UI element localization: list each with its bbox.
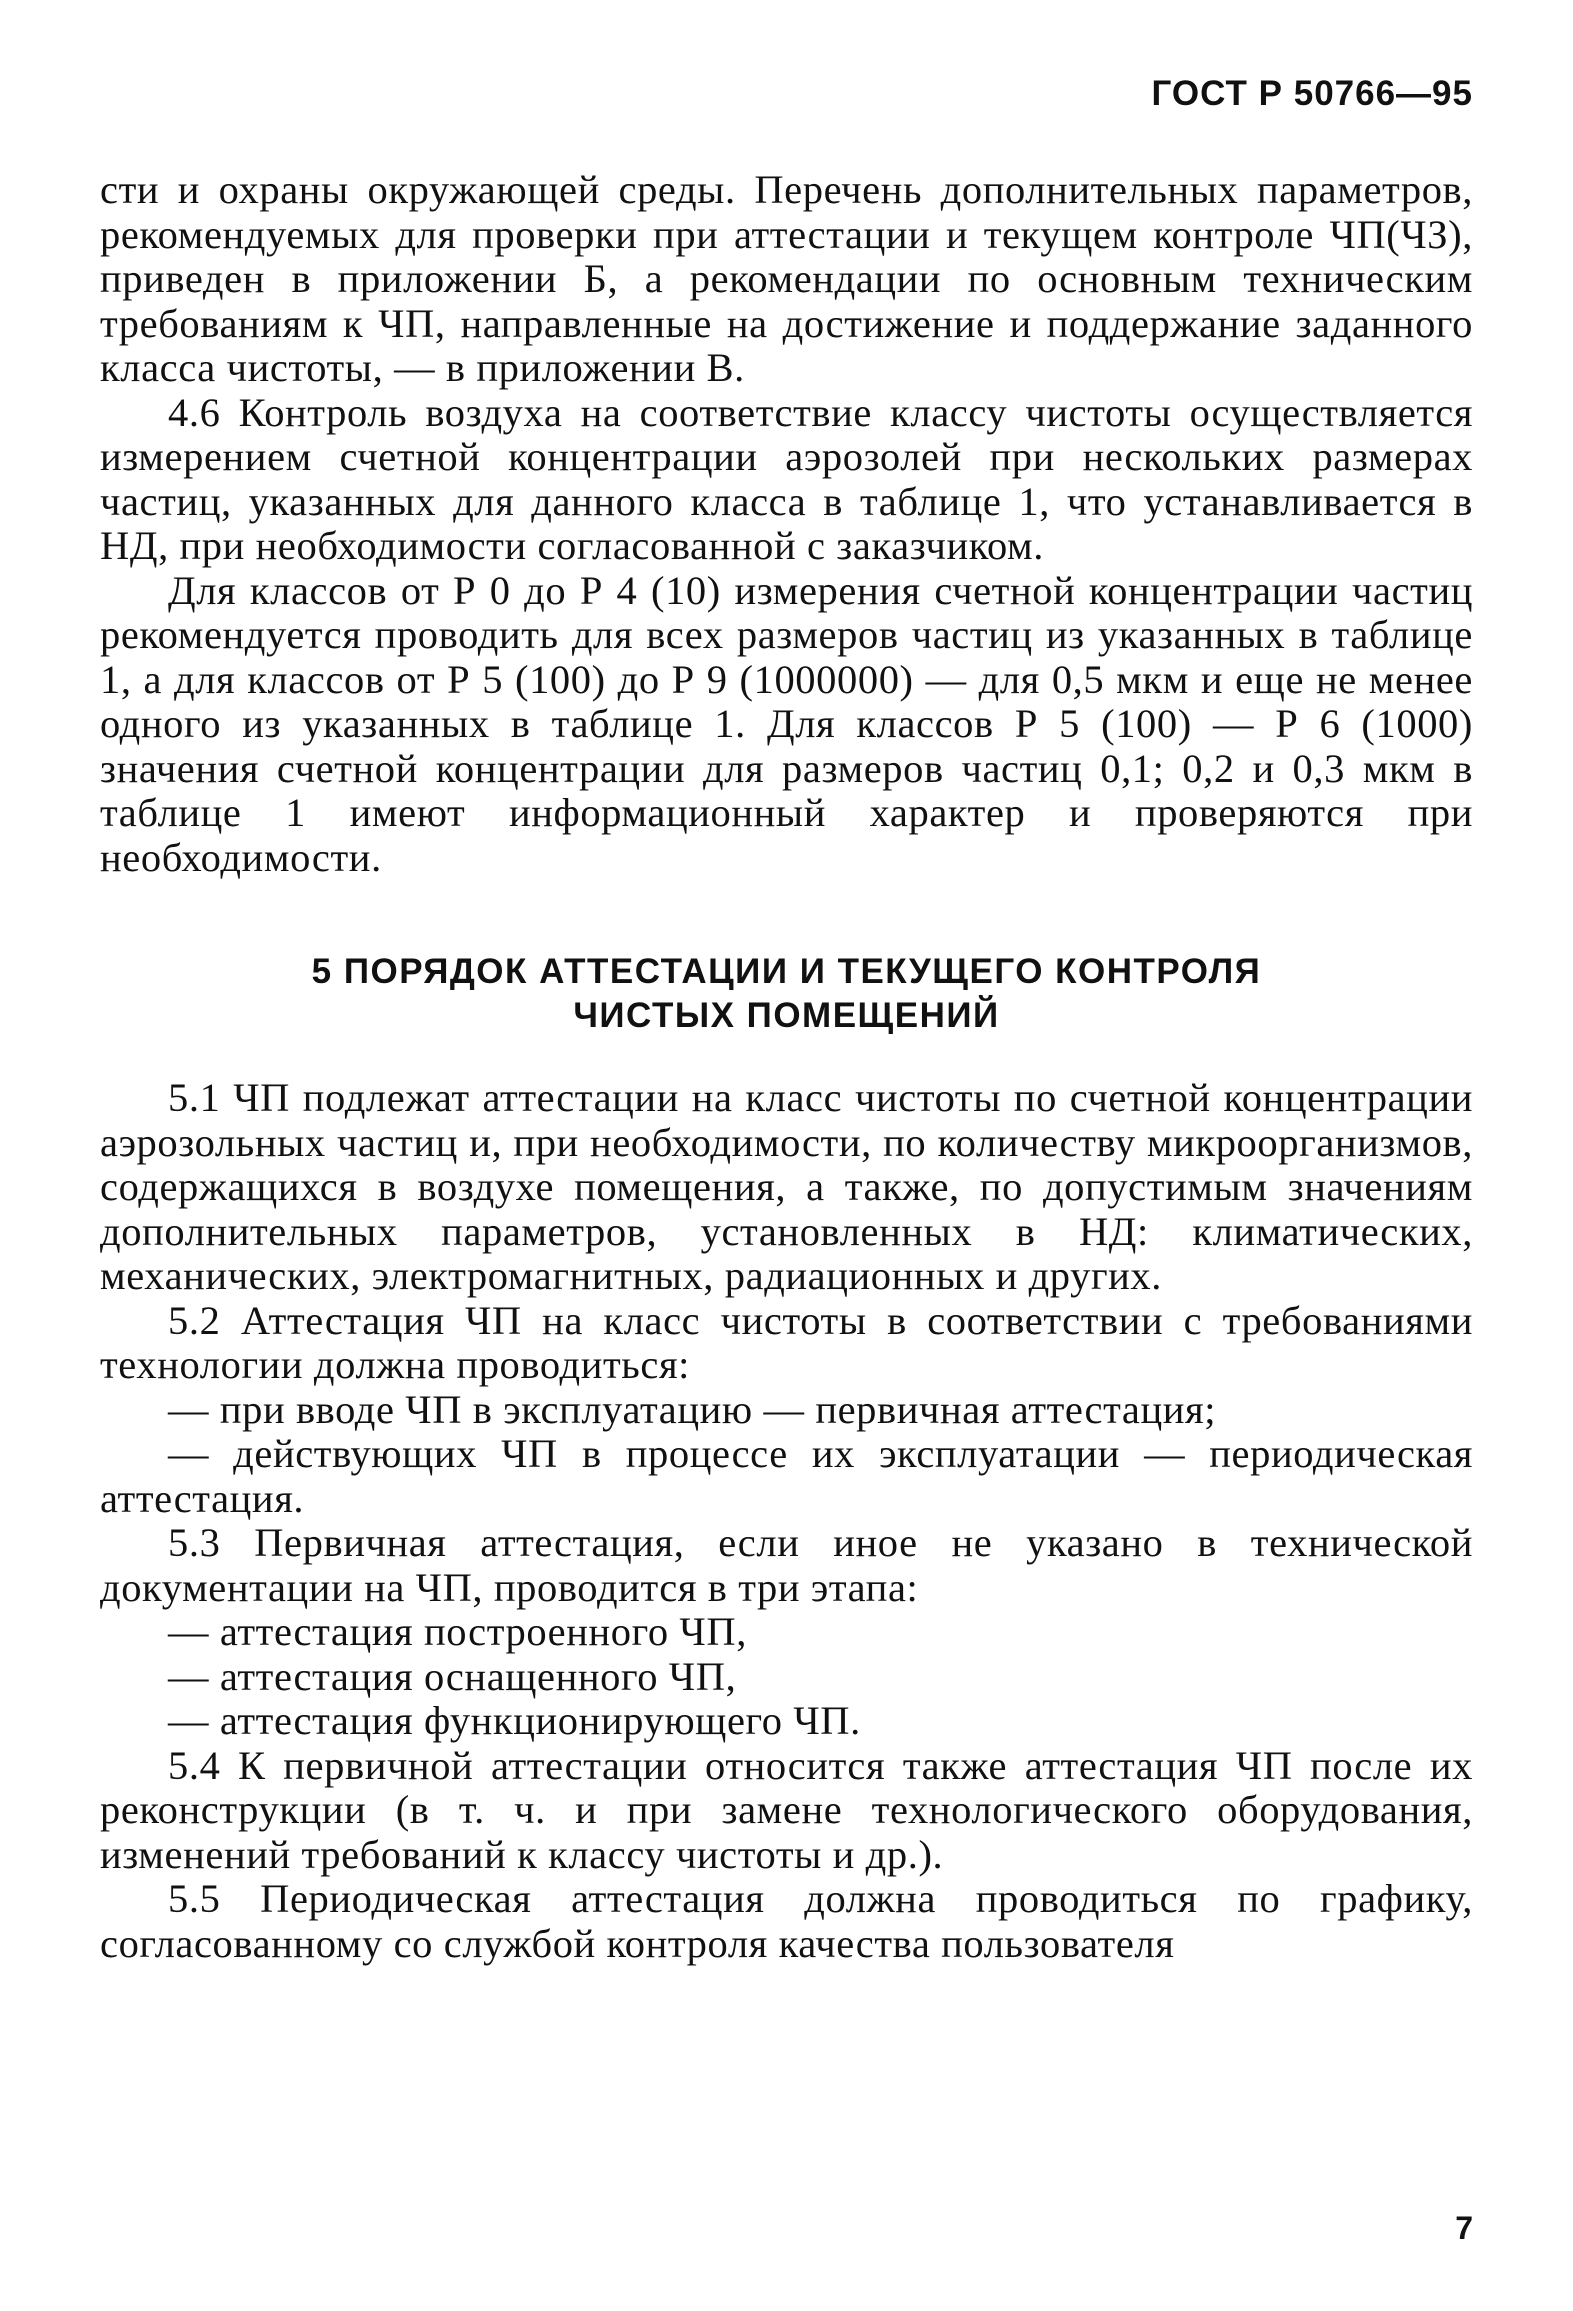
page-number: 7 [1455, 2210, 1473, 2246]
list-item-5-2-b: — действующих ЧП в процессе их эксплуатации — периодическая аттестация. [100, 1431, 1473, 1521]
section-5-title-line1: 5 ПОРЯДОК АТТЕСТАЦИИ И ТЕКУЩЕГО КОНТРОЛЯ [311, 952, 1262, 991]
paragraph-5-3: 5.3 Первичная аттестация, если иное не указано в технической документации на ЧП, проводится в три этапа: [100, 1520, 1473, 1610]
section-5-title-line2: ЧИСТЫХ ПОМЕЩЕНИЙ [573, 996, 1000, 1035]
paragraph-5-2: 5.2 Аттестация ЧП на класс чистоты в соответствии с требованиями технологии должна проводиться: [100, 1297, 1473, 1387]
list-item-5-3-b: — аттестация оснащенного ЧП, [168, 1653, 737, 1699]
list-item-5-3-a: — аттестация построенного ЧП, [168, 1609, 747, 1654]
paragraph-5-1: 5.1 ЧП подлежат аттестации на класс чистоты по счетной концентрации аэрозольных частиц и, при необходимости, по количеству микроорганизмов, содержащихся в воздухе помещения, а также, по допустимым значениям дополнительных параметров, установленных в НД: климатических, механических, электромагнитных, радиационных и других. [100, 1075, 1473, 1298]
paragraph-5-5: 5.5 Периодическая аттестация должна проводиться по графику, согласованному со службой контроля качества пользователя [100, 1876, 1473, 1966]
list-item-5-2-a: — при вводе ЧП в эксплуатацию — первичная аттестация; [168, 1386, 1217, 1432]
list-item-5-3-c: — аттестация функционирующего ЧП. [168, 1698, 861, 1743]
page-content [100, 168, 1473, 1966]
paragraph-classes: Для классов от Р 0 до Р 4 (10) измерения счетной концентрации частиц рекомендуется проводить для всех размеров частиц из указанных в таблице 1, а для классов от Р 5 (100) до Р 9 (1000000) — для 0,5 мкм и еще не менее одного из указанных в таблице 1. Для классов Р 5 (100) — Р 6 (1000) значения счетной концентрации для размеров частиц 0,1; 0,2 и 0,3 мкм в таблице 1 имеют информационный характер и проверяются при необходимости. [100, 567, 1473, 880]
standard-header: ГОСТ Р 50766—95 [1151, 74, 1473, 113]
paragraph-5-4: 5.4 К первичной аттестации относится также аттестация ЧП после их реконструкции (в т. ч. и при замене технологического оборудования, изменений требований к классу чистоты и др.). [100, 1742, 1473, 1877]
paragraph-4-6: 4.6 Контроль воздуха на соответствие классу чистоты осуществляется измерением счетной концентрации аэрозолей при нескольких размерах частиц, указанных для данного класса в таблице 1, что устанавливается в НД, при необходимости согласованной с заказчиком. [100, 389, 1473, 568]
section-5-title [100, 950, 1473, 1038]
paragraph-continuation: сти и охраны окружающей среды. Перечень дополнительных параметров, рекомендуемых для проверки при аттестации и текущем контроле ЧП(ЧЗ), приведен в приложении Б, а рекомендации по основным техническим требованиям к ЧП, направленные на достижение и поддержание заданного класса чистоты, — в приложении В. [100, 167, 1473, 390]
